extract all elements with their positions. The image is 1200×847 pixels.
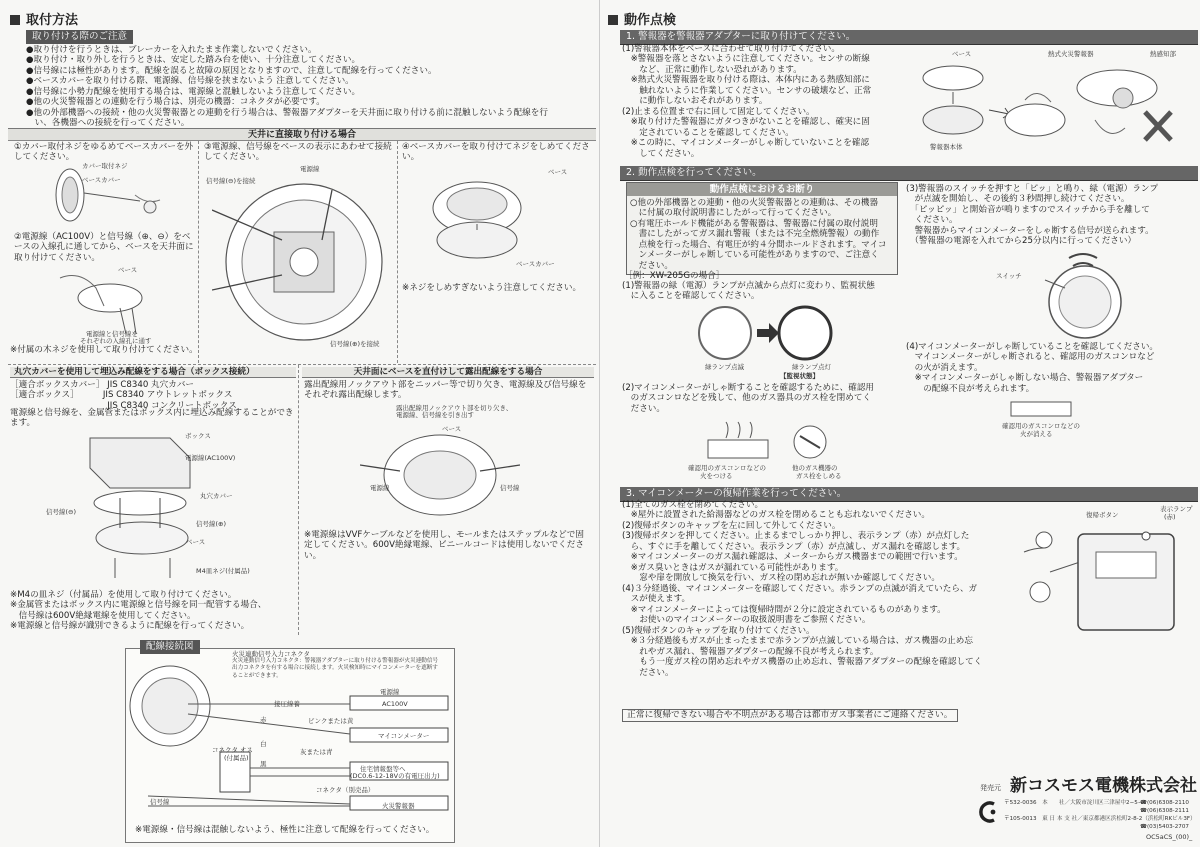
label-cover-screw: カバー取付ネジ: [82, 162, 128, 170]
label-white: 白: [260, 740, 267, 748]
label-black: 黒: [260, 760, 267, 768]
step1-line: してください。: [622, 148, 700, 159]
embedded-note: ※M4の皿ネジ（付属品）を使用して取り付けてください。: [10, 590, 237, 600]
example-line: (4)マイコンメーターがしゃ断していることを確認してください。: [906, 342, 1159, 352]
label-green-blink: 緑ランプ点滅: [705, 363, 744, 371]
label-heat-sensor: 熱感知部: [1150, 50, 1176, 58]
example-step4: [906, 342, 1158, 394]
step3-line: 窓や扉を開放して換気を行い、ガス栓の閉め忘れが無いか確認してください。: [622, 573, 940, 584]
disclaimer-line: 書にしたがってガス漏れ警報（または不完全燃焼警報）の動作: [630, 229, 880, 240]
precautions-heading: 取り付ける際のご注意: [26, 30, 133, 44]
step3-line: (1)全てのガス栓を閉めてください。: [622, 500, 764, 510]
step1-heading: 1. 警報器を警報器アダプターに取り付けてください。: [620, 30, 1198, 45]
label-knockout-2: 電源線、信号線を引き出す: [396, 411, 474, 419]
example-line: (2)マイコンメーターがしゃ断することを確認するために、確認用: [622, 383, 875, 393]
step4-note: ※ネジをしめすぎないよう注意してください。: [402, 283, 582, 293]
precaution-item: ●信号線に小勢力配線を使用する場合は、電源線と混触しないよう注意してください。: [26, 86, 361, 97]
label-power-3: 電源線: [370, 484, 390, 492]
attach-cover-illustration: [425, 168, 535, 268]
label-red: 赤: [260, 716, 267, 724]
step1-line: (2)止まる位置まで右に回して固定してください。: [622, 106, 815, 117]
exposed-description: 露出配線用ノックアウト部をニッパー等で切り欠き、電源線及び信号線をそれぞれ露出配線します。: [304, 380, 587, 401]
label-m4-screw: M4皿ネジ(付属品): [196, 567, 250, 575]
step3-line: スが使えます。: [622, 594, 691, 605]
disclaimer-line: ンメーターがしゃ断している可能性がありますので、ご注意く: [630, 250, 879, 261]
step1-line: ※この時に、マイコンメーターがしゃ断していないことを確認: [622, 138, 870, 149]
step1-line: など、正常に動作しない恐れがあります。: [622, 64, 802, 75]
precaution-item: ●ベースカバーを取り付ける際、電源線、信号線を挟まないよう 注意してください。: [26, 76, 354, 87]
gas-stove-illustration: [700, 418, 840, 464]
embedded-description: 電源線と信号線を、金属管またはボックス内に埋込み配線することができます。: [10, 408, 294, 429]
embedded-note: ※金属管またはボックス内に電源線と信号線を同一配管する場合、: [10, 600, 267, 611]
example-line: 「ピッピッ」と開始音が鳴りますのでスイッチから手を離して: [906, 204, 1150, 215]
label-micom-meter: マイコンメーター: [378, 732, 430, 740]
square-bullet-icon: [10, 15, 20, 25]
label-box: ボックス: [185, 432, 211, 440]
label-alarm-body: 警報器本体: [930, 143, 963, 151]
example-line: の配線不良が考えられます。: [906, 383, 1035, 394]
label-indicator-lamp: 表示ランプ: [1160, 505, 1193, 513]
alarm-switch-illustration: [1025, 250, 1135, 340]
step3-line: ※ガス臭いときはガスが漏れている可能性があります。: [622, 562, 844, 573]
label-power-line-4: 電源線: [380, 688, 400, 696]
label-signal-minus-2: 信号線(⊖): [46, 508, 77, 516]
precaution-item: ●取り付け・取り外しを行うときは、安定した踏み台を使い、十分注意してください。: [26, 55, 361, 66]
step2-heading: 2. 動作点検を行ってください。: [620, 166, 1198, 181]
precaution-item: ●取り付けを行うときは、ブレーカーを入れたまま作業しないでください。: [26, 45, 317, 55]
lamp-status-illustration: [695, 305, 835, 365]
label-fire-connector: 火災連動信号入力コネクタ: [232, 650, 310, 658]
square-bullet-icon: [608, 15, 618, 25]
label-ac100v: AC100V: [382, 700, 408, 708]
example-line: の火が消えます。: [906, 362, 983, 373]
connector-description: 火災連動信号入力コネクタ：警報器アダプターに取り付ける警報器が火災連動信号出力コネクタを有する場合に接続します。火災検知時にマイコンメーターを遮断することができます。: [232, 658, 439, 679]
company-name: 新コスモス電機株式会社: [1010, 776, 1197, 796]
label-dc-output: (DC0.6-12-18Vの有電圧出力): [350, 772, 440, 780]
step1-line: 定されていることを確認してください。: [622, 127, 794, 138]
label-round-cover: 丸穴カバー: [200, 492, 233, 500]
label-signal-plus: 信号線(⊕)を接続: [330, 340, 380, 348]
label-signal-minus: 信号線(⊖)を接続: [206, 177, 256, 185]
step3-heading: 3. マイコンメーターの復帰作業を行ってください。: [620, 487, 1198, 502]
example-line: マイコンメーターがしゃ断されると、確認用のガスコンロなど: [906, 352, 1155, 363]
embedded-heading: 丸穴カバーを使用して埋込み配線をする場合（ボックス接続）: [10, 367, 296, 378]
label-pink-yellow: ピンクまたは黄: [308, 717, 354, 725]
step3-line: (4)３分経過後、マイコンメーターを確認してください。赤ランプの点滅が消えていたら、ガ: [622, 583, 978, 594]
embedded-specs: [10, 380, 237, 411]
label-base-4: ベース: [548, 168, 568, 176]
divider: [8, 364, 596, 365]
embedded-note: ※電源線と信号線が識別できるように配線を行ってください。: [10, 621, 250, 632]
step2-text: ②電源線（AC100V）と信号線（⊕、⊖）をベースの入線孔に通してから、ベースを天井面に取り付けてください。: [14, 232, 194, 263]
label-housing-panel: 住宅情報盤等へ: [360, 765, 406, 773]
step3-line: もう一度ガス栓の閉め忘れやガス機器の止め忘れ、警報器アダプターの配線を確認してく: [622, 657, 983, 668]
step3-line: ※屋外に設置された給湯器などのガス栓を閉めることも忘れないでください。: [622, 510, 930, 521]
step2-note: ※付属の木ネジを使用して取り付けてください。: [10, 345, 198, 355]
label-flame-out-2: 火が消える: [1020, 430, 1053, 438]
operation-disclaimer-box: [626, 182, 898, 275]
label-wires-through-2: それぞれの入線孔に通す: [80, 337, 152, 345]
label-signal-line: 信号線: [150, 798, 170, 806]
label-power-ac: 電源線(AC100V): [185, 454, 236, 462]
head-office-address: 〒532-0036 本 社／大阪市淀川区三津屋中2−5−4: [1004, 800, 1147, 806]
label-green-on: 緑ランプ点灯: [792, 363, 831, 371]
example-line: ください。: [906, 215, 958, 226]
label-crimp: 接圧線養: [274, 700, 300, 708]
label-signal-plus-2: 信号線(⊕): [196, 520, 227, 528]
step1-line: に動作しないおそれがあります。: [622, 96, 768, 107]
step1-line: ※取り付けた警報器にガタつきがないことを確認し、確実に固: [622, 117, 870, 128]
precaution-item: ●他の外部機器への接続・他の火災警報器との連動を行う場合は、警報器アダプターを天井面に取り付ける前に混触しないよう配線を行: [26, 107, 548, 118]
step1-line: ※警報器を落とさないように注意してください。センサの断線: [622, 54, 870, 65]
divider: [397, 141, 398, 363]
step3-line: れやガス漏れ、警報器アダプターの配線不良が考えられます。: [622, 646, 879, 657]
example-line: 警報器からマイコンメーターをしゃ断する信号が送られます。: [906, 225, 1154, 236]
step3-line: ださい。: [622, 667, 674, 678]
step3-line: ※マイコンメーターのガス漏れ確認は、メーターからガス機器までの範囲で行います。: [622, 552, 963, 563]
step3-text: ③電源線、信号線をベースの表示にあわせて接続してください。: [204, 142, 392, 163]
disclaimer-line: 点検を行った場合、有電圧が約４分間ホールドされます。マイコ: [630, 239, 887, 250]
spec-line: JIS C8340 コンクリートボックス: [10, 400, 237, 411]
label-red: (赤): [1164, 513, 1176, 521]
label-heat-alarm: 熱式火災警報器: [1048, 50, 1094, 58]
label-stove-light: 確認用のガスコンロなどの: [688, 464, 766, 472]
step3-line: (5)復帰ボタンのキャップを取り付けてください。: [622, 625, 815, 636]
label-close-valves-2: ガス栓をしめる: [796, 472, 842, 480]
head-office-phone-2: ☎(06)6308-2111: [1140, 808, 1189, 814]
label-monitoring: 【監視状態】: [780, 372, 819, 380]
disclaimer-heading: 動作点検におけるお断り: [627, 183, 897, 196]
head-office-phone: ☎(06)6308-2110: [1140, 800, 1189, 806]
precaution-item: い、各機器への接続を行ってください。: [26, 118, 190, 129]
contact-notice: 正常に復帰できない場合や不明点がある場合は都市ガス事業者にご連絡ください。: [622, 709, 958, 722]
example-step2: [622, 383, 874, 414]
stove-off-illustration: [1005, 398, 1085, 420]
wiring-heading: 配線接続図: [140, 640, 200, 654]
spec-line: ［適合ボックスカバー］ JIS C8340 丸穴カバー: [10, 380, 195, 390]
disclaimer-line: ださい。: [630, 260, 673, 271]
label-base-cover: ベースカバー: [82, 176, 121, 184]
example-line: のガスコンロなどを残して、他のガス器具のガス栓を閉めてく: [622, 393, 872, 404]
label-power-line: 電源線: [300, 165, 320, 173]
label-base-2: ベース: [186, 538, 206, 546]
label-fire-alarm: 火災警報器: [382, 802, 415, 810]
example-line: （警報器の電源を入れてから25分以内に行ってください）: [906, 236, 1137, 247]
seller-label: 発売元: [980, 784, 1001, 792]
east-branch-address: 〒105-0013 東 日 本 支 社／東京都港区浜松町2-8-2（浜松町RKビル3F）: [1004, 816, 1196, 822]
exposed-heading: 天井面にベースを直付けして露出配線をする場合: [302, 367, 594, 378]
step1-line: 触れないように作業してください。センサの破壊など、正常: [622, 85, 872, 96]
base-wiring-illustration: [212, 170, 392, 350]
step3-line: ※マイコンメーターによっては復帰時間が２分に設定されているものがあります。: [622, 604, 946, 615]
label-switch: スイッチ: [996, 272, 1022, 280]
disclaimer-line: ○有電圧ホールド機能がある警報器は、警報器に付属の取付説明: [630, 218, 878, 229]
install-title: 取付方法: [10, 13, 78, 29]
label-signal-3: 信号線: [500, 484, 520, 492]
step3-line: ※３分経過後もガスが止まったままで赤ランプが点滅している場合は、ガス機器の止め忘: [622, 636, 973, 647]
label-base-r: ベース: [952, 50, 972, 58]
example-line: に入ることを確認してください。: [622, 291, 760, 302]
example-line: (3)警報器のスイッチを押すと「ピッ」と鳴り、緑（電源）ランプ: [906, 184, 1159, 194]
divider: [298, 365, 299, 635]
label-base-3: ベース: [442, 425, 462, 433]
label-reset-button: 復帰ボタン: [1086, 511, 1119, 519]
step3-line: (3)復帰ボタンを押してください。止まるまでしっかり押し、表示ランプ（赤）が点灯した: [622, 531, 970, 542]
step3-line: お使いのマイコンメーターの取扱説明書をご参照ください。: [622, 615, 871, 626]
label-connector-option: コネクタ（別売品）: [316, 786, 375, 794]
label-knockout: 露出配線用ノックアウト部を切り欠き、: [396, 404, 513, 412]
precaution-item: ●信号線には極性があります。配線を誤ると故障の原因となりますので、注意して配線を行ってください。: [26, 65, 437, 76]
box-wiring-illustration: [60, 428, 220, 588]
ceiling-direct-heading: 天井に直接取り付ける場合: [8, 129, 596, 141]
example-step3: [906, 184, 1158, 247]
disclaimer-line: ○他の外部機器との連動・他の火災警報器との連動は、その機器: [630, 198, 879, 208]
remove-cover-illustration: [40, 165, 170, 225]
step4-text: ④ベースカバーを取り付けてネジをしめてください。: [402, 142, 590, 163]
label-connector-male: コネクタ オス: [212, 746, 253, 754]
step3-body: [622, 500, 982, 678]
precaution-item: ●他の火災警報器との連動を行う場合は、別売の機器：コネクタが必要です。: [26, 97, 325, 108]
label-base: ベース: [118, 266, 138, 274]
label-gray-blue: 灰または青: [300, 748, 333, 756]
precautions-list: [26, 45, 596, 129]
label-stove-light-2: 火をつける: [700, 472, 733, 480]
spec-line: ［適合ボックス］ JIS C8340 アウトレットボックス: [10, 390, 233, 401]
step1-body: [622, 44, 871, 159]
embedded-note: 信号線は600V絶縁電線を使用してください。: [10, 610, 196, 621]
meter-reset-illustration: [1020, 512, 1180, 632]
label-close-valves: 他のガス機器の: [792, 464, 838, 472]
operation-check-title: 動作点検: [608, 13, 676, 29]
document-code: OC5aCS_(00)_: [1146, 833, 1193, 841]
label-base-cover-4: ベースカバー: [516, 260, 555, 268]
label-connector-accessory: (付属品): [224, 754, 249, 762]
disclaimer-line: に付属の取付説明書にしたがって行ってください。: [630, 208, 837, 219]
right-page: [600, 0, 1200, 847]
example-step1: [622, 281, 875, 302]
wiring-note: ※電源線・信号線は混触しないよう、極性に注意して配線を行ってください。: [135, 825, 435, 835]
example-model: ［例：XW-205Gの場合］: [624, 271, 725, 281]
example-line: が点滅を開始し、その後約３秒間押し続けてください。: [906, 194, 1130, 205]
example-line: ※マイコンメーターがしゃ断しない場合、警報器アダプター: [906, 373, 1144, 384]
step3-line: (2)復帰ボタンのキャップを左に回して外してください。: [622, 520, 841, 531]
exposed-wiring-illustration: [360, 405, 520, 525]
example-line: (1)警報器の緑（電源）ランプが点滅から点灯に変わり、監視状態: [622, 281, 875, 291]
label-wires-through: 電源線と信号線を: [86, 330, 138, 338]
east-branch-phone: ☎(03)5403-2707: [1140, 824, 1189, 830]
label-flame-out: 確認用のガスコンロなどの: [1002, 422, 1080, 430]
step1-line: (1)警報器本体をベースに合わせて取り付けてください。: [622, 44, 840, 54]
exposed-note: ※電源線はVVFケーブルなどを使用し、モールまたはステップルなどで固定してください。600V絶縁電線、ビニールコードは使用しないでください。: [304, 530, 584, 561]
example-line: ださい。: [622, 403, 665, 414]
embedded-notes: [10, 590, 266, 632]
step3-line: ら、すぐに手を離してください。表示ランプ（赤）が点滅し、ガス漏れを確認します。: [622, 541, 966, 552]
step1-text: ①カバー取付ネジをゆるめてベースカバーを外してください。: [14, 142, 194, 163]
step1-line: ※熱式火災警報器を取り付ける際は、本体内にある熱感知部に: [622, 75, 870, 86]
disclaimer-body: [630, 198, 886, 271]
divider: [198, 141, 199, 363]
company-logo-icon: [978, 800, 998, 824]
